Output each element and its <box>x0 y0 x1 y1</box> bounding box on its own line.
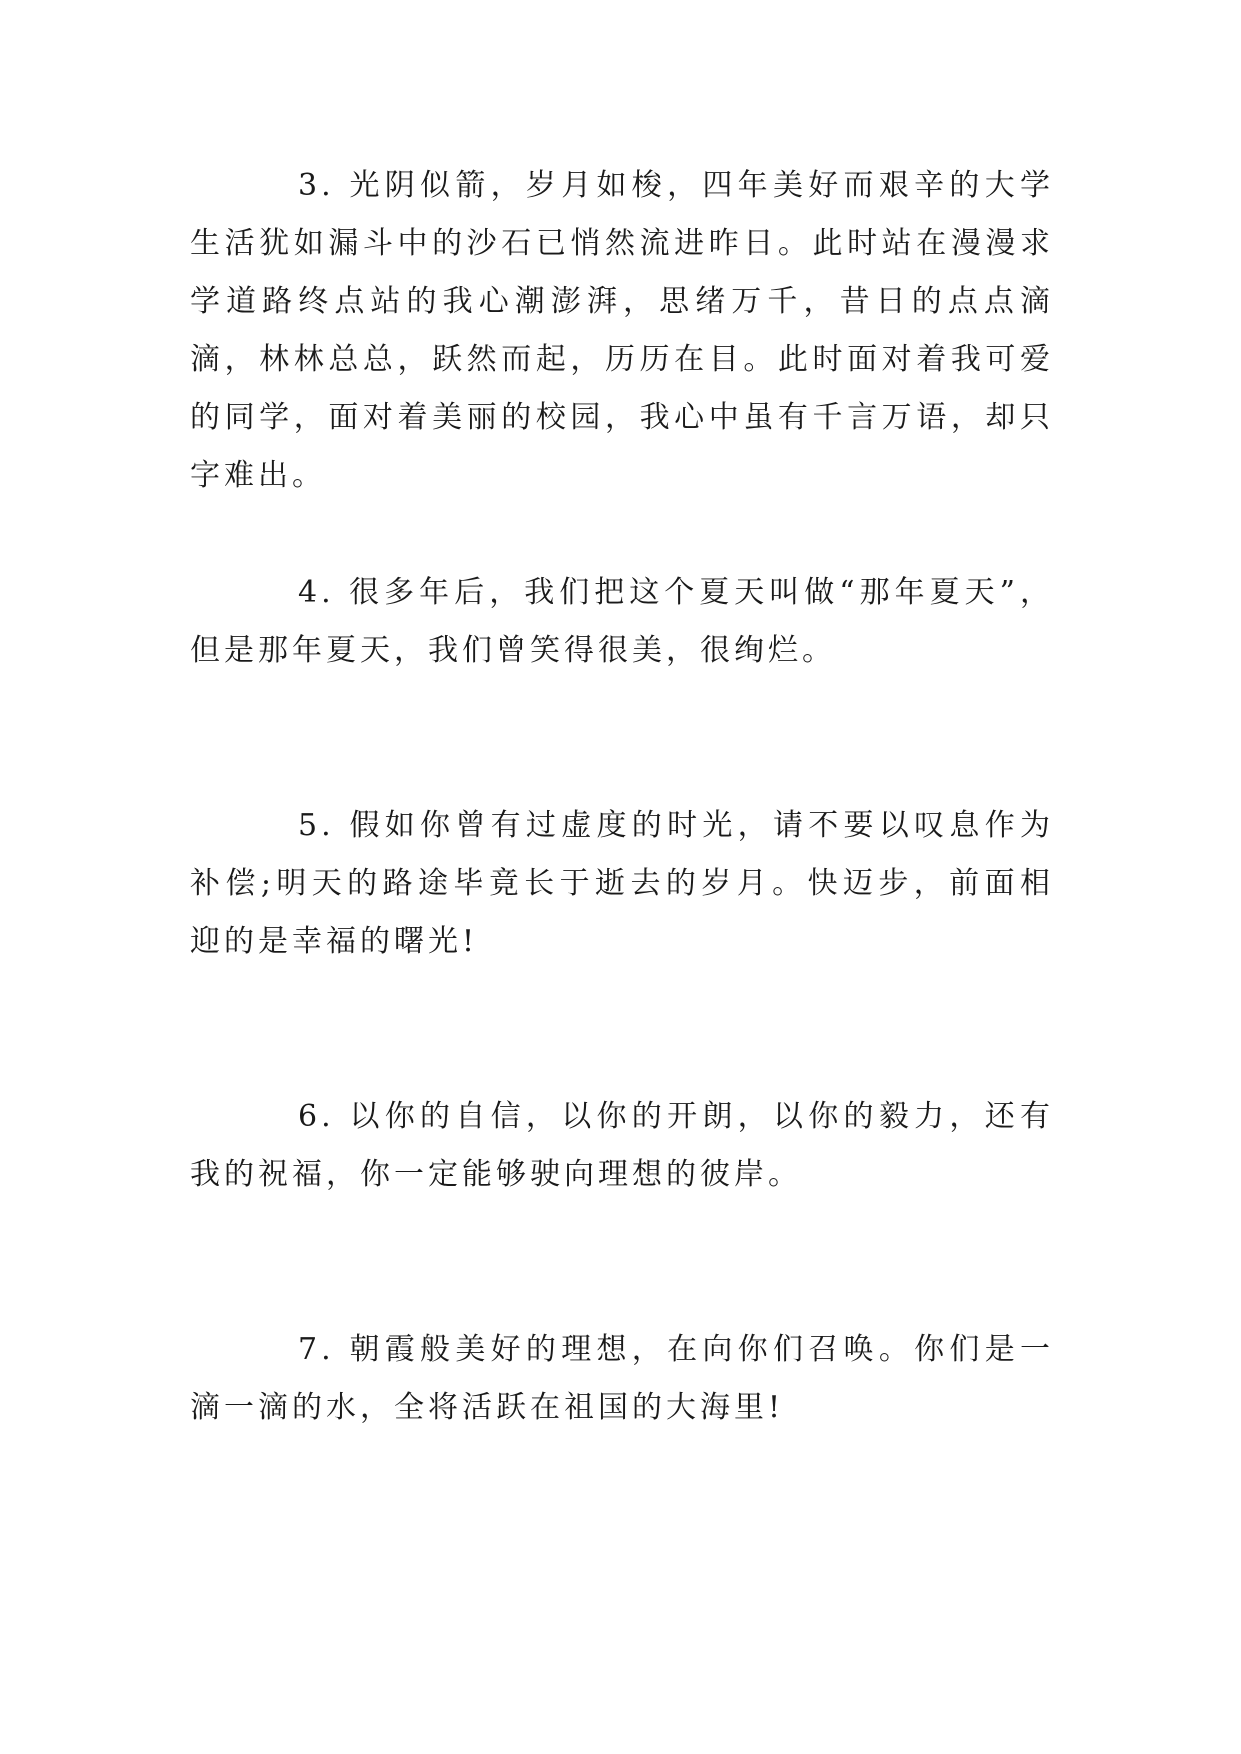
paragraph-number: 7. <box>298 1332 335 1367</box>
paragraph-number: 6. <box>298 1099 335 1134</box>
paragraph-text: 朝霞般美好的理想，在向你们召唤。你们是一滴一滴的水，全将活跃在祖国的大海里! <box>190 1332 1054 1425</box>
paragraph-7 <box>190 1321 1054 1437</box>
paragraph-5 <box>190 797 1054 971</box>
paragraph-number: 5. <box>298 808 335 843</box>
paragraph-text: 光阴似箭，岁月如梭，四年美好而艰辛的大学生活犹如漏斗中的沙石已悄然流进昨日。此时站在漫漫求学道路终点站的我心潮澎湃，思绪万千，昔日的点点滴滴，林林总总，跃然而起，历历在目。此时面对着我可爱的同学，面对着美丽的校园，我心中虽有千言万语，却只字难出。 <box>190 168 1054 493</box>
paragraph-number: 4. <box>298 575 335 610</box>
paragraph-3 <box>190 157 1054 505</box>
paragraph-text: 很多年后，我们把这个夏天叫做“那年夏天”，但是那年夏天，我们曾笑得很美，很绚烂。 <box>190 575 1054 668</box>
paragraph-text: 假如你曾有过虚度的时光，请不要以叹息作为补偿;明天的路途毕竟长于逝去的岁月。快迈步，前面相迎的是幸福的曙光! <box>190 808 1054 959</box>
paragraph-6 <box>190 1088 1054 1204</box>
paragraph-number: 3. <box>298 168 335 203</box>
paragraph-4 <box>190 564 1054 680</box>
paragraph-text: 以你的自信，以你的开朗，以你的毅力，还有我的祝福，你一定能够驶向理想的彼岸。 <box>190 1099 1054 1192</box>
